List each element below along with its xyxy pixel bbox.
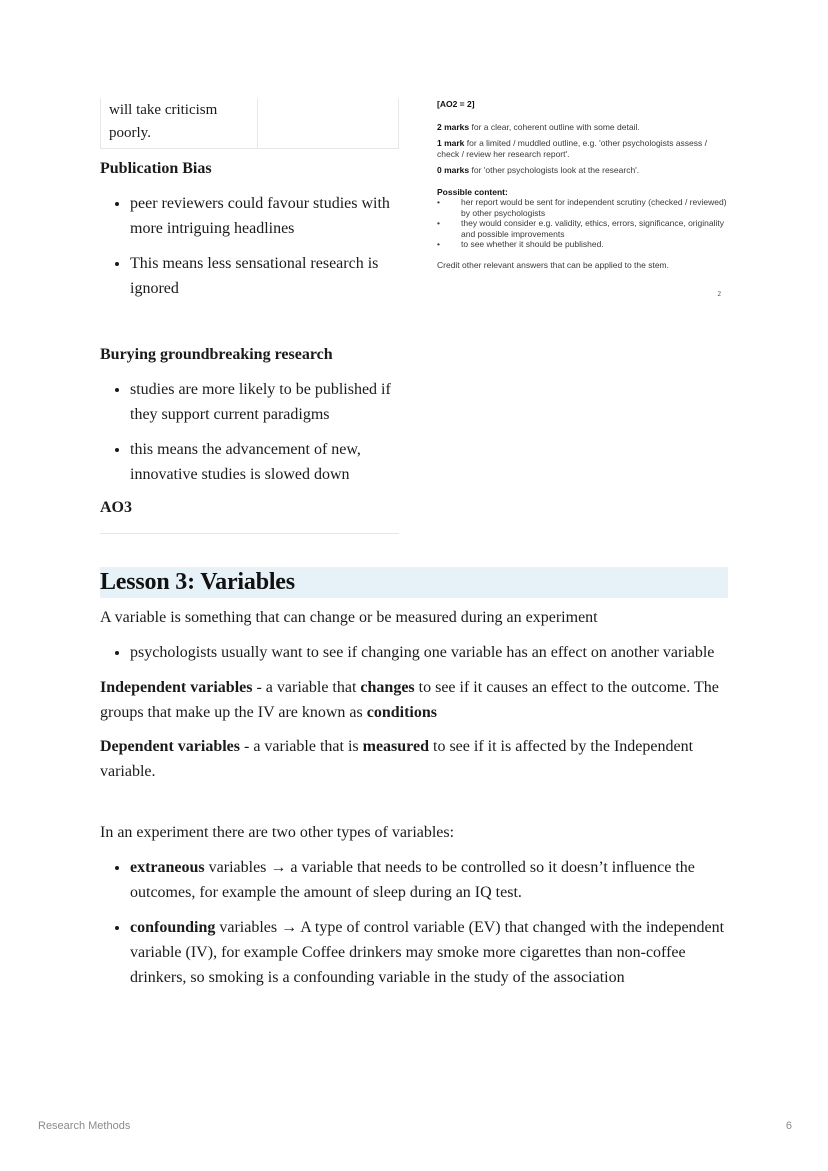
publication-bias-list: [100, 191, 399, 301]
table-cell-empty: [258, 98, 399, 149]
mark-scheme-header: [AO2 = 2]: [437, 99, 475, 109]
section-heading-publication-bias: Publication Bias: [100, 160, 212, 177]
section-divider: [100, 533, 399, 534]
ao3-heading: AO3: [100, 499, 132, 516]
list-item-confounding: • confounding variables → A type of control variable (EV) that changed with the independent variable (IV), for example Coffee drinkers may smoke more cigarettes than non-coffee drinkers, so smoking is a confounding variable in the study of the association: [130, 915, 728, 990]
mark-criterion: 1 mark for a limited / muddled outline, e.g. 'other psychologists assess / check / review her research report'.: [437, 138, 707, 159]
lesson-title: Lesson 3: Variables: [100, 567, 728, 598]
footer-page-number: 6: [785, 1120, 792, 1132]
list-item-extraneous: • extraneous variables → a variable that needs to be controlled so it doesn’t influence the outcomes, for example the amount of sleep during an IQ test.: [130, 855, 728, 905]
list-item: • peer reviewers could favour studies with more intriguing headlines: [130, 191, 399, 241]
table-cell: will take criticism poorly.: [101, 98, 258, 149]
section-heading-burying-research: Burying groundbreaking research: [100, 346, 333, 363]
list-item: • this means the advancement of new, innovative studies is slowed down: [130, 437, 399, 487]
lesson-3-section: [100, 567, 728, 1000]
burying-research-list: [100, 377, 399, 487]
dependent-variable-definition: Dependent variables - a variable that is measured to see if it is affected by the Independent variable.: [100, 738, 694, 780]
independent-variable-definition: Independent variables - a variable that changes to see if it causes an effect to the outcome. The groups that make up the IV are known as conditions: [100, 679, 719, 721]
intro-list: [100, 640, 728, 665]
footer-document-title: Research Methods: [38, 1120, 131, 1132]
two-column-section: [100, 98, 728, 538]
lesson-intro: A variable is something that can change or be measured during an experiment: [100, 609, 598, 626]
evaluation-table-fragment: [100, 98, 399, 149]
credit-note: Credit other relevant answers that can be applied to the stem.: [437, 259, 669, 270]
other-variables-list: [100, 855, 728, 990]
other-variables-intro: In an experiment there are two other types of variables:: [100, 824, 455, 841]
table-row: [101, 98, 399, 149]
list-item: • to see whether it should be published.: [437, 239, 729, 250]
possible-content-list: [437, 197, 729, 250]
list-item: • they would consider e.g. validity, ethics, errors, significance, originality and possible improvements: [437, 218, 729, 239]
mark-scheme-page-marker: 2: [717, 290, 721, 298]
list-item: • studies are more likely to be published if they support current paradigms: [130, 377, 399, 427]
list-item: • her report would be sent for independent scrutiny (checked / reviewed) by other psychologists: [437, 197, 729, 218]
mark-scheme-image: [437, 98, 729, 298]
list-item: • This means less sensational research is ignored: [130, 251, 399, 301]
possible-content-label: Possible content:: [437, 186, 508, 197]
mark-criterion: 2 marks for a clear, coherent outline with some detail.: [437, 121, 640, 132]
mark-criterion: 0 marks for 'other psychologists look at the research'.: [437, 165, 640, 175]
list-item: • psychologists usually want to see if changing one variable has an effect on another variable: [130, 640, 728, 665]
left-column: [100, 98, 399, 519]
